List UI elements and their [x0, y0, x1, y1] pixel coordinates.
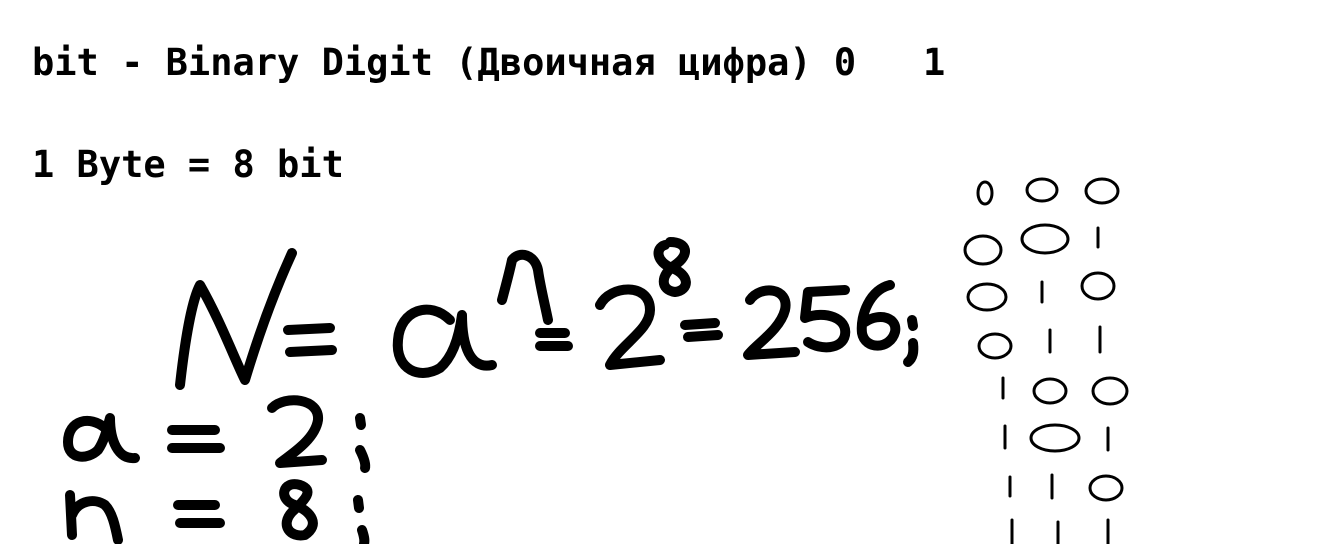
grid-zero	[978, 182, 992, 204]
grid-zero	[979, 334, 1011, 358]
grid-zero	[1086, 179, 1118, 203]
grid-zero	[1093, 378, 1127, 404]
grid-zero	[1027, 179, 1057, 201]
grid-zero	[1034, 379, 1066, 403]
byte-definition-line: 1 Byte = 8 bit	[32, 143, 344, 186]
grid-zero	[1022, 225, 1068, 253]
bit-definition-line: bit - Binary Digit (Двоичная цифра) 0 1	[32, 41, 946, 84]
grid-zero	[1031, 425, 1079, 451]
grid-zero	[965, 236, 1001, 264]
grid-zero	[968, 284, 1006, 310]
grid-zero	[1082, 273, 1114, 299]
grid-zero	[1090, 476, 1122, 500]
